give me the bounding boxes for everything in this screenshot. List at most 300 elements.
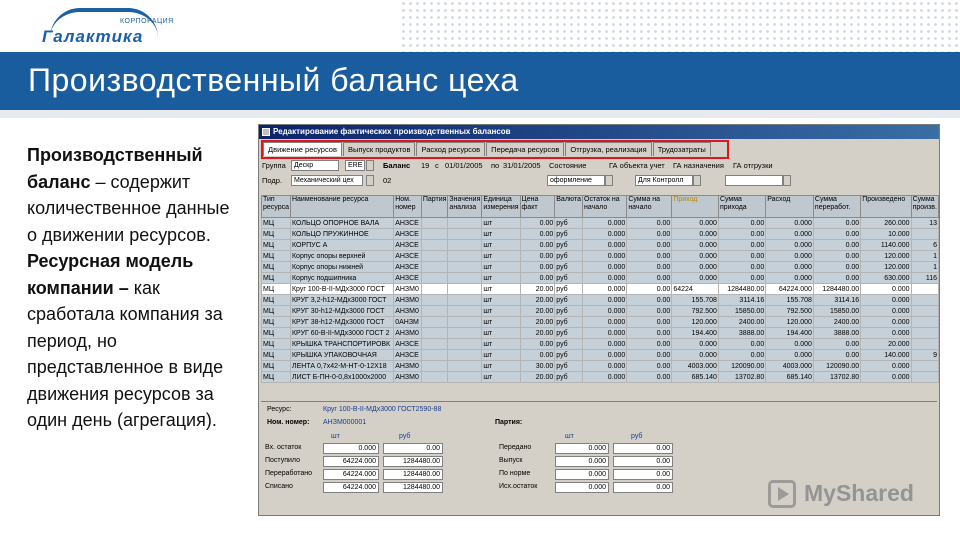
table-cell[interactable]: 13702.80 [718, 372, 765, 383]
table-cell[interactable]: 120.000 [672, 317, 719, 328]
table-cell[interactable]: 9 [911, 350, 938, 361]
table-cell[interactable] [911, 328, 938, 339]
table-cell[interactable]: 20.00 [520, 328, 555, 339]
table-cell[interactable]: 0.00 [627, 350, 672, 361]
column-header[interactable]: Сумма произв. [911, 196, 938, 218]
tab-shipment[interactable]: Отгрузка, реализация [565, 142, 651, 156]
table-cell[interactable]: руб [555, 240, 583, 251]
table-cell[interactable]: 0.00 [520, 218, 555, 229]
table-cell[interactable]: 0.00 [520, 229, 555, 240]
table-cell[interactable]: АНЗСЕ [394, 339, 422, 350]
table-cell[interactable]: КОЛЬЦО ОПОРНОЕ ВАЛА [290, 218, 393, 229]
table-row[interactable] [262, 273, 939, 284]
column-header[interactable]: Наименование ресурса [290, 196, 393, 218]
table-cell[interactable] [911, 306, 938, 317]
table-cell[interactable]: шт [482, 229, 520, 240]
table-cell[interactable]: 260.000 [861, 218, 911, 229]
table-cell[interactable]: шт [482, 339, 520, 350]
tab-movement[interactable]: Движение ресурсов [263, 142, 342, 156]
table-cell[interactable]: 0.000 [583, 306, 627, 317]
table-cell[interactable]: 0.000 [583, 262, 627, 273]
detail-left-qty[interactable]: 64224.000 [323, 469, 379, 480]
table-cell[interactable]: 0.000 [766, 229, 814, 240]
detail-right-sum[interactable]: 0.00 [613, 443, 673, 454]
table-cell[interactable]: 155.708 [672, 295, 719, 306]
table-cell[interactable]: КРУГ 3,2-h12-МДх3000 ГОСТ [290, 295, 393, 306]
column-header[interactable]: Произведено [861, 196, 911, 218]
table-cell[interactable]: 116 [911, 273, 938, 284]
table-cell[interactable]: 0.000 [861, 361, 911, 372]
table-cell[interactable]: АНЗМ0 [394, 306, 422, 317]
table-cell[interactable]: шт [482, 262, 520, 273]
table-cell[interactable]: 0.00 [813, 350, 860, 361]
table-cell[interactable]: 30.00 [520, 361, 555, 372]
table-cell[interactable] [421, 339, 448, 350]
tab-consumption[interactable]: Расход ресурсов [416, 142, 485, 156]
table-row[interactable] [262, 284, 939, 295]
table-cell[interactable]: шт [482, 306, 520, 317]
table-cell[interactable] [448, 251, 482, 262]
table-cell[interactable]: 0.00 [627, 240, 672, 251]
table-cell[interactable]: МЦ [262, 328, 291, 339]
table-cell[interactable]: шт [482, 372, 520, 383]
table-cell[interactable]: шт [482, 350, 520, 361]
table-cell[interactable]: 10.000 [861, 229, 911, 240]
table-cell[interactable]: КРУГ 60-В-II-МДх3000 ГОСТ 2 [290, 328, 393, 339]
table-cell[interactable]: 0.00 [813, 240, 860, 251]
table-cell[interactable]: 0.00 [627, 229, 672, 240]
column-header[interactable]: Единица измерения [482, 196, 520, 218]
group-field[interactable]: Дескр [291, 160, 339, 171]
table-cell[interactable]: МЦ [262, 240, 291, 251]
table-cell[interactable]: 120090.00 [813, 361, 860, 372]
column-header[interactable]: Цена факт [520, 196, 555, 218]
table-cell[interactable] [448, 372, 482, 383]
table-cell[interactable]: руб [555, 273, 583, 284]
table-cell[interactable]: КОРПУС А [290, 240, 393, 251]
column-header[interactable]: Ном. номер [394, 196, 422, 218]
window-titlebar[interactable] [259, 125, 939, 139]
table-cell[interactable]: 3888.00 [813, 328, 860, 339]
table-cell[interactable]: руб [555, 262, 583, 273]
table-cell[interactable] [448, 317, 482, 328]
ga-object-dropdown-button[interactable] [783, 175, 791, 186]
table-cell[interactable] [421, 295, 448, 306]
detail-left-sum[interactable]: 1284480.00 [383, 456, 443, 467]
table-cell[interactable]: шт [482, 251, 520, 262]
table-cell[interactable] [448, 262, 482, 273]
group-code-field[interactable]: ERE [345, 160, 365, 171]
table-cell[interactable]: 15850.00 [813, 306, 860, 317]
table-cell[interactable]: 0.00 [520, 339, 555, 350]
table-cell[interactable] [421, 350, 448, 361]
table-cell[interactable]: руб [555, 295, 583, 306]
detail-right-sum[interactable]: 0.00 [613, 469, 673, 480]
table-cell[interactable] [421, 218, 448, 229]
table-row[interactable] [262, 218, 939, 229]
table-cell[interactable]: 685.140 [766, 372, 814, 383]
table-cell[interactable]: 0.00 [627, 339, 672, 350]
table-cell[interactable]: КРУГ 38-h12-МДх3000 ГОСТ [290, 317, 393, 328]
table-cell[interactable]: шт [482, 218, 520, 229]
table-row[interactable] [262, 306, 939, 317]
table-cell[interactable]: руб [555, 339, 583, 350]
detail-right-qty[interactable]: 0.000 [555, 443, 609, 454]
table-cell[interactable]: Корпус подшипника [290, 273, 393, 284]
table-cell[interactable] [421, 306, 448, 317]
table-cell[interactable]: 0.000 [583, 372, 627, 383]
table-cell[interactable]: 1284480.00 [813, 284, 860, 295]
table-cell[interactable]: АНЗСЕ [394, 262, 422, 273]
table-cell[interactable] [421, 284, 448, 295]
table-row[interactable] [262, 240, 939, 251]
table-cell[interactable]: АНЗСЕ [394, 350, 422, 361]
table-cell[interactable]: 4003.000 [766, 361, 814, 372]
table-cell[interactable]: 630.000 [861, 273, 911, 284]
table-cell[interactable]: 0.000 [861, 306, 911, 317]
table-cell[interactable]: МЦ [262, 273, 291, 284]
table-cell[interactable]: 0.00 [520, 251, 555, 262]
table-cell[interactable]: 0.000 [583, 339, 627, 350]
table-cell[interactable] [421, 372, 448, 383]
table-cell[interactable]: 64224.000 [766, 284, 814, 295]
table-cell[interactable]: 1284480.00 [718, 284, 765, 295]
table-cell[interactable]: 0.000 [672, 273, 719, 284]
table-cell[interactable]: 0.00 [813, 262, 860, 273]
table-cell[interactable]: 20.00 [520, 317, 555, 328]
table-cell[interactable] [911, 317, 938, 328]
table-cell[interactable]: руб [555, 317, 583, 328]
table-cell[interactable]: 0.000 [766, 273, 814, 284]
table-cell[interactable] [911, 339, 938, 350]
subdivision-field[interactable]: Механический цех [291, 175, 363, 186]
table-cell[interactable]: шт [482, 240, 520, 251]
table-cell[interactable]: ЛИСТ Б-ПН-0-0,8х1000х2000 [290, 372, 393, 383]
table-cell[interactable]: 0.000 [583, 317, 627, 328]
table-cell[interactable]: 0.00 [520, 350, 555, 361]
table-cell[interactable] [448, 273, 482, 284]
table-cell[interactable] [421, 251, 448, 262]
tab-output[interactable]: Выпуск продуктов [343, 142, 415, 156]
table-cell[interactable]: 0.00 [718, 251, 765, 262]
table-cell[interactable]: 0.000 [583, 295, 627, 306]
table-cell[interactable]: АНЗМ0 [394, 361, 422, 372]
table-cell[interactable]: АНЗМ0 [394, 295, 422, 306]
ga-object-field[interactable] [725, 175, 783, 186]
table-cell[interactable]: 0.00 [627, 295, 672, 306]
table-cell[interactable]: шт [482, 284, 520, 295]
table-cell[interactable] [421, 229, 448, 240]
table-cell[interactable]: 0.00 [627, 317, 672, 328]
table-cell[interactable]: 0.000 [672, 350, 719, 361]
detail-left-sum[interactable]: 1284480.00 [383, 469, 443, 480]
table-cell[interactable]: 13702.80 [813, 372, 860, 383]
detail-left-sum[interactable]: 0.00 [383, 443, 443, 454]
detail-right-sum[interactable]: 0.00 [613, 456, 673, 467]
table-cell[interactable]: 685.140 [672, 372, 719, 383]
table-cell[interactable] [911, 361, 938, 372]
table-cell[interactable]: руб [555, 251, 583, 262]
table-cell[interactable]: 0.000 [861, 372, 911, 383]
table-cell[interactable]: 0.00 [718, 350, 765, 361]
table-cell[interactable]: руб [555, 229, 583, 240]
table-cell[interactable]: руб [555, 350, 583, 361]
table-cell[interactable]: 0.00 [627, 273, 672, 284]
table-cell[interactable]: 20.00 [520, 295, 555, 306]
table-cell[interactable]: 0.000 [583, 251, 627, 262]
table-cell[interactable]: 0.000 [583, 240, 627, 251]
detail-right-qty[interactable]: 0.000 [555, 456, 609, 467]
table-cell[interactable]: 0.000 [766, 240, 814, 251]
control-dropdown-button[interactable] [693, 175, 701, 186]
table-cell[interactable]: АНЗМ0 [394, 372, 422, 383]
table-cell[interactable]: 0.000 [583, 229, 627, 240]
table-cell[interactable]: руб [555, 328, 583, 339]
table-cell[interactable]: 0.00 [627, 251, 672, 262]
column-header[interactable]: Значения анализа [448, 196, 482, 218]
table-cell[interactable]: МЦ [262, 229, 291, 240]
table-cell[interactable]: 0.00 [813, 251, 860, 262]
table-cell[interactable] [421, 328, 448, 339]
table-cell[interactable]: КОЛЬЦО ПРУЖИННОЕ [290, 229, 393, 240]
table-cell[interactable]: 155.708 [766, 295, 814, 306]
table-cell[interactable]: МЦ [262, 361, 291, 372]
table-cell[interactable] [421, 262, 448, 273]
table-cell[interactable]: 0.000 [766, 218, 814, 229]
table-cell[interactable]: Круг 100-В-II-МДх3000 ГОСТ [290, 284, 393, 295]
column-header[interactable]: Сумма переработ. [813, 196, 860, 218]
table-cell[interactable]: 0.000 [672, 251, 719, 262]
table-cell[interactable]: 0.00 [627, 306, 672, 317]
table-cell[interactable]: 120.000 [766, 317, 814, 328]
table-cell[interactable]: МЦ [262, 218, 291, 229]
table-cell[interactable]: 120090.00 [718, 361, 765, 372]
table-cell[interactable]: МЦ [262, 295, 291, 306]
detail-left-qty[interactable]: 64224.000 [323, 482, 379, 493]
table-row[interactable] [262, 372, 939, 383]
table-cell[interactable]: 0.00 [520, 262, 555, 273]
group-dropdown-button[interactable] [366, 160, 374, 171]
table-cell[interactable]: 0.000 [583, 328, 627, 339]
table-cell[interactable]: 0.00 [718, 240, 765, 251]
table-cell[interactable]: 140.000 [861, 350, 911, 361]
table-cell[interactable]: 20.00 [520, 372, 555, 383]
table-cell[interactable]: 0.00 [718, 339, 765, 350]
table-cell[interactable]: 0.00 [718, 273, 765, 284]
table-cell[interactable]: АНЗСЕ [394, 273, 422, 284]
table-cell[interactable]: 0.000 [583, 350, 627, 361]
table-cell[interactable] [448, 328, 482, 339]
table-cell[interactable]: 0.00 [813, 339, 860, 350]
table-cell[interactable]: 20.00 [520, 306, 555, 317]
table-cell[interactable]: 792.500 [672, 306, 719, 317]
table-cell[interactable]: МЦ [262, 372, 291, 383]
table-cell[interactable]: 13 [911, 218, 938, 229]
table-cell[interactable]: 120.000 [861, 262, 911, 273]
column-header[interactable]: Партия [421, 196, 448, 218]
table-cell[interactable]: 15850.00 [718, 306, 765, 317]
table-cell[interactable] [448, 306, 482, 317]
from-date[interactable]: 01/01/2005 [445, 161, 483, 170]
table-cell[interactable]: Корпус опоры верхней [290, 251, 393, 262]
table-cell[interactable]: 0.00 [718, 262, 765, 273]
table-cell[interactable] [911, 295, 938, 306]
table-cell[interactable]: 194.400 [766, 328, 814, 339]
table-cell[interactable]: Корпус опоры нижней [290, 262, 393, 273]
column-header[interactable]: Валюта [555, 196, 583, 218]
table-cell[interactable]: 0.00 [718, 218, 765, 229]
table-cell[interactable]: 1 [911, 251, 938, 262]
table-cell[interactable] [448, 350, 482, 361]
table-cell[interactable]: 20.00 [520, 284, 555, 295]
table-row[interactable] [262, 361, 939, 372]
table-cell[interactable]: 2400.00 [718, 317, 765, 328]
table-cell[interactable]: 0.000 [583, 361, 627, 372]
table-cell[interactable]: 0.00 [813, 273, 860, 284]
table-row[interactable] [262, 339, 939, 350]
table-cell[interactable] [421, 317, 448, 328]
table-cell[interactable]: 0.000 [861, 284, 911, 295]
table-cell[interactable]: МЦ [262, 339, 291, 350]
table-cell[interactable]: 0.00 [627, 372, 672, 383]
table-cell[interactable]: 0.00 [627, 218, 672, 229]
subdivision-dropdown-button[interactable] [366, 175, 374, 186]
column-header[interactable]: Приход [672, 196, 719, 218]
table-cell[interactable]: шт [482, 273, 520, 284]
table-cell[interactable]: КРУГ 30-h12-МДх3000 ГОСТ [290, 306, 393, 317]
table-cell[interactable] [448, 295, 482, 306]
table-cell[interactable]: руб [555, 306, 583, 317]
table-cell[interactable] [448, 339, 482, 350]
table-row[interactable] [262, 317, 939, 328]
table-cell[interactable]: МЦ [262, 251, 291, 262]
detail-right-sum[interactable]: 0.00 [613, 482, 673, 493]
table-cell[interactable] [448, 284, 482, 295]
state-field[interactable]: оформление [547, 175, 605, 186]
column-header[interactable]: Расход [766, 196, 814, 218]
table-cell[interactable]: 194.400 [672, 328, 719, 339]
table-cell[interactable]: АНЗСЕ [394, 218, 422, 229]
table-cell[interactable] [421, 273, 448, 284]
table-cell[interactable]: 3114.16 [718, 295, 765, 306]
table-row[interactable] [262, 295, 939, 306]
table-cell[interactable] [448, 361, 482, 372]
table-cell[interactable]: АНЗСЕ [394, 229, 422, 240]
table-cell[interactable]: руб [555, 218, 583, 229]
table-cell[interactable] [448, 240, 482, 251]
table-cell[interactable]: МЦ [262, 284, 291, 295]
table-cell[interactable]: 0.000 [672, 262, 719, 273]
table-cell[interactable]: 0.000 [766, 251, 814, 262]
table-cell[interactable] [448, 218, 482, 229]
table-cell[interactable]: шт [482, 328, 520, 339]
column-header[interactable]: Сумма на начало [627, 196, 672, 218]
tab-labor[interactable]: Трудозатраты [653, 142, 711, 156]
table-cell[interactable]: 0.00 [718, 229, 765, 240]
table-row[interactable] [262, 262, 939, 273]
table-row[interactable] [262, 251, 939, 262]
table-cell[interactable]: 0.00 [520, 273, 555, 284]
table-cell[interactable]: 3114.16 [813, 295, 860, 306]
table-cell[interactable]: руб [555, 284, 583, 295]
table-cell[interactable]: 1 [911, 262, 938, 273]
table-cell[interactable]: 0.000 [583, 218, 627, 229]
table-cell[interactable] [911, 229, 938, 240]
table-cell[interactable]: МЦ [262, 262, 291, 273]
table-cell[interactable]: МЦ [262, 306, 291, 317]
table-cell[interactable]: шт [482, 317, 520, 328]
table-row[interactable] [262, 350, 939, 361]
table-cell[interactable]: 2400.00 [813, 317, 860, 328]
table-cell[interactable]: АНЗМ0 [394, 328, 422, 339]
table-cell[interactable]: 0.000 [672, 240, 719, 251]
state-dropdown-button[interactable] [605, 175, 613, 186]
table-cell[interactable]: 0.000 [583, 284, 627, 295]
table-cell[interactable]: КРЫШКА ТРАНСПОРТИРОВК [290, 339, 393, 350]
table-cell[interactable]: КРЫШКА УПАКОВОЧНАЯ [290, 350, 393, 361]
table-cell[interactable]: 0АНЗМ [394, 317, 422, 328]
tab-transfer[interactable]: Передача ресурсов [486, 142, 564, 156]
table-cell[interactable]: МЦ [262, 317, 291, 328]
table-cell[interactable] [421, 240, 448, 251]
table-cell[interactable]: 0.000 [766, 339, 814, 350]
table-cell[interactable]: 792.500 [766, 306, 814, 317]
table-cell[interactable]: 0.00 [813, 218, 860, 229]
table-cell[interactable]: 0.000 [766, 350, 814, 361]
table-cell[interactable] [421, 361, 448, 372]
table-cell[interactable]: 20.000 [861, 339, 911, 350]
table-cell[interactable]: АНЗСЕ [394, 251, 422, 262]
table-cell[interactable]: шт [482, 361, 520, 372]
table-cell[interactable]: 0.00 [813, 229, 860, 240]
table-cell[interactable]: 0.00 [520, 240, 555, 251]
table-cell[interactable]: 0.00 [627, 328, 672, 339]
table-cell[interactable]: 0.000 [672, 218, 719, 229]
detail-right-qty[interactable]: 0.000 [555, 469, 609, 480]
detail-left-qty[interactable]: 64224.000 [323, 456, 379, 467]
table-cell[interactable]: 4003.000 [672, 361, 719, 372]
detail-left-sum[interactable]: 1284480.00 [383, 482, 443, 493]
table-cell[interactable]: 0.000 [861, 328, 911, 339]
table-cell[interactable]: 120.000 [861, 251, 911, 262]
table-cell[interactable]: 0.00 [627, 262, 672, 273]
table-cell[interactable]: МЦ [262, 350, 291, 361]
table-cell[interactable]: АНЗМ0 [394, 284, 422, 295]
table-cell[interactable]: ЛЕНТА 0,7х42-М-НТ-0-12Х18 [290, 361, 393, 372]
table-cell[interactable]: 0.000 [672, 229, 719, 240]
table-cell[interactable]: 0.00 [627, 361, 672, 372]
table-cell[interactable]: 0.000 [583, 273, 627, 284]
table-cell[interactable]: руб [555, 361, 583, 372]
table-row[interactable] [262, 229, 939, 240]
table-cell[interactable] [448, 229, 482, 240]
table-cell[interactable]: шт [482, 295, 520, 306]
table-cell[interactable]: 0.00 [627, 284, 672, 295]
table-cell[interactable]: 6 [911, 240, 938, 251]
column-header[interactable]: Сумма прихода [718, 196, 765, 218]
table-cell[interactable]: 3888.00 [718, 328, 765, 339]
table-cell[interactable]: руб [555, 372, 583, 383]
table-cell[interactable] [911, 372, 938, 383]
table-cell[interactable]: 0.000 [672, 339, 719, 350]
to-date[interactable]: 31/01/2005 [503, 161, 541, 170]
table-cell[interactable]: АНЗСЕ [394, 240, 422, 251]
table-cell[interactable]: 0.000 [766, 262, 814, 273]
table-cell[interactable]: 0.000 [861, 295, 911, 306]
column-header[interactable]: Остаток на начало [583, 196, 627, 218]
detail-right-qty[interactable]: 0.000 [555, 482, 609, 493]
column-header[interactable]: Тип ресурса [262, 196, 291, 218]
